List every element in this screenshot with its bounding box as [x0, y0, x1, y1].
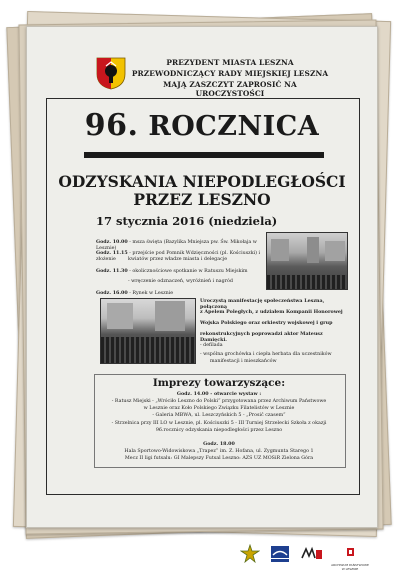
header-line-invitation: MAJĄ ZASZCZYT ZAPROSIĆ NA UROCZYSTOŚCI — [163, 80, 297, 98]
ceremony-bullet: - defilada — [200, 343, 223, 348]
events-line: w Lesznie oraz Koło Polskiego Związku Filatelistów w Lesznie — [143, 406, 295, 411]
ceremony-line: Uroczystą manifestację społeczeństwa Leszna, połączoną — [200, 298, 325, 311]
state-archive-caption: ARCHIWUM PAŃSTWOWE W LESZNIE — [331, 563, 369, 571]
ceremony-bullet: - wspólna grochówka i ciepła herbata dla uczestników — [200, 352, 332, 357]
schedule-item: Godz. 10.00 - msza święta (Bazylika Mniejsza pw. Św. Mikołaja w Lesznie) — [96, 239, 257, 252]
ceremony-line: z Apelem Poległych, z udziałem Kompanii Honorowej — [200, 309, 343, 315]
events-line: - Ratusz Miejski - „Wróciło Leszno do Polski” przygotowana przez Archiwum Państwowe — [111, 399, 327, 404]
events-line: Mecz II ligi futsalu: GI Malepszy Futsal Leszno: AZS UZ MOSiR Zielona Góra — [124, 456, 314, 461]
events-line: Hala Sportowo-Widowiskowa „Trapez” im. Z. Hofana, ul. Zygmunta Starego 1 — [124, 449, 314, 454]
ceremony-line: rekonstrukcyjnych poprowadzi aktor Mateusz Damięcki. — [200, 331, 323, 344]
anniversary-title — [46, 108, 358, 143]
schedule-item: Godz. 16.00 - Rynek w Lesznie — [96, 290, 174, 296]
schedule-item-cont: kwiatów przez władze miasta i delegacje — [128, 257, 228, 262]
leszno-city-logo — [270, 545, 290, 567]
subtitle-line-2: PRZEZ LESZNO — [133, 190, 271, 209]
state-archive-logo — [330, 544, 370, 571]
title-underline — [84, 152, 324, 158]
events-line: - Strzelnica przy III LO w Lesznie, pl. Kościuszki 5 - III Turniej Strzelecki Szkoła z okazji — [111, 421, 327, 426]
ceremony-bullet-cont: manifestacji i mieszkańców — [210, 359, 277, 364]
events-line: 96.rocznicy odzyskania niepodległości przez Leszno — [155, 428, 283, 433]
header-line-mayor: PREZYDENT MIASTA LESZNA — [166, 58, 294, 67]
schedule-item: Godz. 11.30 - okolicznościowe spotkanie w Ratuszu Miejskim — [96, 268, 248, 274]
event-date: 17 stycznia 2016 (niedziela) — [96, 214, 278, 228]
mbwa-gallery-logo — [300, 546, 324, 566]
subtitle-line-1: ODZYSKANIA NIEPODLEGŁOŚCI — [58, 172, 346, 191]
events-time: Godz. 14.00 - otwarcie wystaw : — [176, 391, 262, 397]
ceremony-line: Wojska Polskiego oraz orkiestry wojskowej i grup — [200, 320, 333, 326]
anniversary-number: 96. — [84, 108, 139, 143]
city-crest-icon — [96, 56, 126, 90]
events-line: - Galeria MBWA, ul. Leszczyńskich 5 - „Prosić czasem” — [152, 413, 286, 418]
military-emblem-logo — [240, 544, 260, 568]
events-heading: Imprezy towarzyszące: — [152, 377, 286, 389]
historic-photo-crowd — [100, 298, 196, 364]
historic-photo-square — [266, 232, 348, 290]
anniversary-word: ROCZNICA — [148, 111, 320, 142]
schedule-item: Godz. 11.15 - przejście pod Pomnik Wdzięczności (pl. Kościuszki) i złożenie — [96, 250, 261, 263]
events-time: Godz. 18.00 — [203, 441, 235, 447]
header-line-council: PRZEWODNICZĄCY RADY MIEJSKIEJ LESZNA — [131, 69, 329, 78]
schedule-item-cont: - wręczenie odznaczeń, wyróżnień i nagród — [128, 279, 233, 284]
